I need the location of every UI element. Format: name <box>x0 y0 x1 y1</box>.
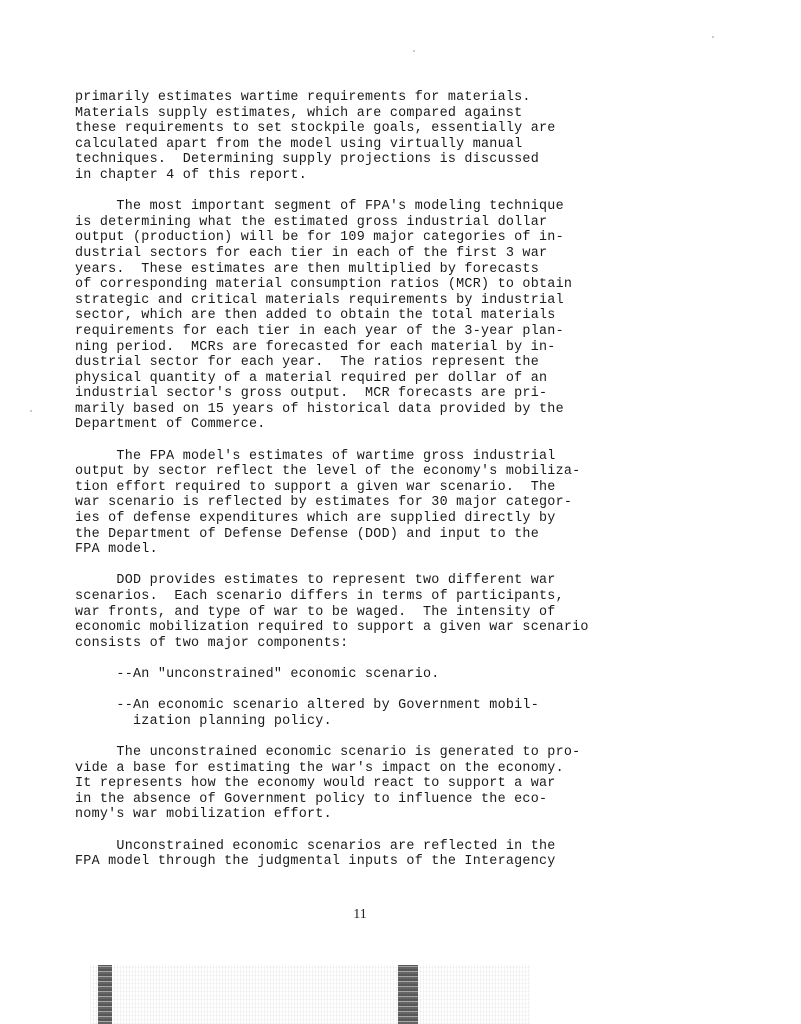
text-line: in the absence of Government policy to influence the eco- <box>75 791 548 807</box>
text-line: nomy's war mobilization effort. <box>75 807 332 823</box>
text-line: is determining what the estimated gross industrial dollar <box>75 214 548 230</box>
text-line: sector, which are then added to obtain the total materials <box>75 308 556 324</box>
text-line: scenarios. Each scenario differs in terms of participants, <box>75 589 564 604</box>
text-line: requirements for each tier in each year of the 3-year plan- <box>75 323 564 339</box>
blank-line <box>75 823 655 839</box>
text-line: --An economic scenario altered by Government mobil- <box>75 698 539 714</box>
text-line: the Department of Defense Defense (DOD) and input to the <box>75 526 539 542</box>
text-line: calculated apart from the model using virtually manual <box>75 136 523 152</box>
text-line: FPA model. <box>75 542 158 558</box>
scan-speck <box>712 36 714 38</box>
text-line: tion effort required to support a given war scenario. The <box>75 479 556 495</box>
text-line: techniques. Determining supply projections is discussed <box>75 152 539 168</box>
text-line: war scenario is reflected by estimates for 30 major categor- <box>75 495 573 511</box>
text-line: --An "unconstrained" economic scenario. <box>75 666 440 682</box>
text-line: consists of two major components: <box>75 635 349 651</box>
scan-speck <box>413 50 415 52</box>
text-line: ies of defense expenditures which are supplied directly by <box>75 511 556 527</box>
text-line: strategic and critical materials requirements by industrial <box>75 292 564 308</box>
text-line: these requirements to set stockpile goals, essentially are <box>75 121 556 137</box>
text-line: DOD provides estimates to represent two different war <box>75 573 556 589</box>
text-line: output by sector reflect the level of the economy's mobiliza- <box>75 464 581 480</box>
text-line: dustrial sectors for each tier in each of the first 3 war <box>75 245 548 261</box>
page-number: 11 <box>353 907 367 922</box>
text-line: The most important segment of FPA's modeling technique <box>75 199 564 215</box>
text-line: output (production) will be for 109 major categories of in- <box>75 230 564 246</box>
body-text <box>75 90 655 870</box>
text-line: ning period. MCRs are forecasted for each material by in- <box>75 339 556 355</box>
scan-artifact-bar-left <box>98 965 112 1024</box>
text-line: primarily estimates wartime requirements for materials. <box>75 90 531 105</box>
text-line: Unconstrained economic scenarios are reflected in the <box>75 838 556 854</box>
text-line: dustrial sector for each year. The ratios represent the <box>75 355 539 371</box>
text-line: physical quantity of a material required per dollar of an <box>75 370 548 386</box>
blank-line <box>75 433 655 449</box>
text-line: FPA model through the judgmental inputs of the Interagency <box>75 854 556 870</box>
text-line: Department of Commerce. <box>75 417 266 433</box>
blank-line <box>75 651 655 667</box>
text-line: years. These estimates are then multiplied by forecasts <box>75 261 539 277</box>
scan-artifact-bar-right <box>398 965 418 1024</box>
scan-speck <box>30 410 32 412</box>
text-line: economic mobilization required to support a given war scenario <box>75 620 589 636</box>
scan-artifact-noise <box>90 965 530 1024</box>
text-line: vide a base for estimating the war's impact on the economy. <box>75 760 564 776</box>
text-line: of corresponding material consumption ratios (MCR) to obtain <box>75 277 573 293</box>
text-line: ization planning policy. <box>75 713 332 729</box>
text-line: The FPA model's estimates of wartime gross industrial <box>75 448 556 464</box>
blank-line <box>75 184 655 200</box>
text-line: The unconstrained economic scenario is generated to pro- <box>75 744 581 760</box>
text-line: marily based on 15 years of historical data provided by the <box>75 401 564 417</box>
text-line: war fronts, and type of war to be waged. The intensity of <box>75 604 556 620</box>
blank-line <box>75 683 655 699</box>
text-line: It represents how the economy would react to support a war <box>75 776 556 792</box>
text-line: industrial sector's gross output. MCR forecasts are pri- <box>75 386 548 402</box>
blank-line <box>75 558 655 574</box>
text-line: Materials supply estimates, which are compared against <box>75 105 523 121</box>
blank-line <box>75 729 655 745</box>
text-line: in chapter 4 of this report. <box>75 167 307 183</box>
